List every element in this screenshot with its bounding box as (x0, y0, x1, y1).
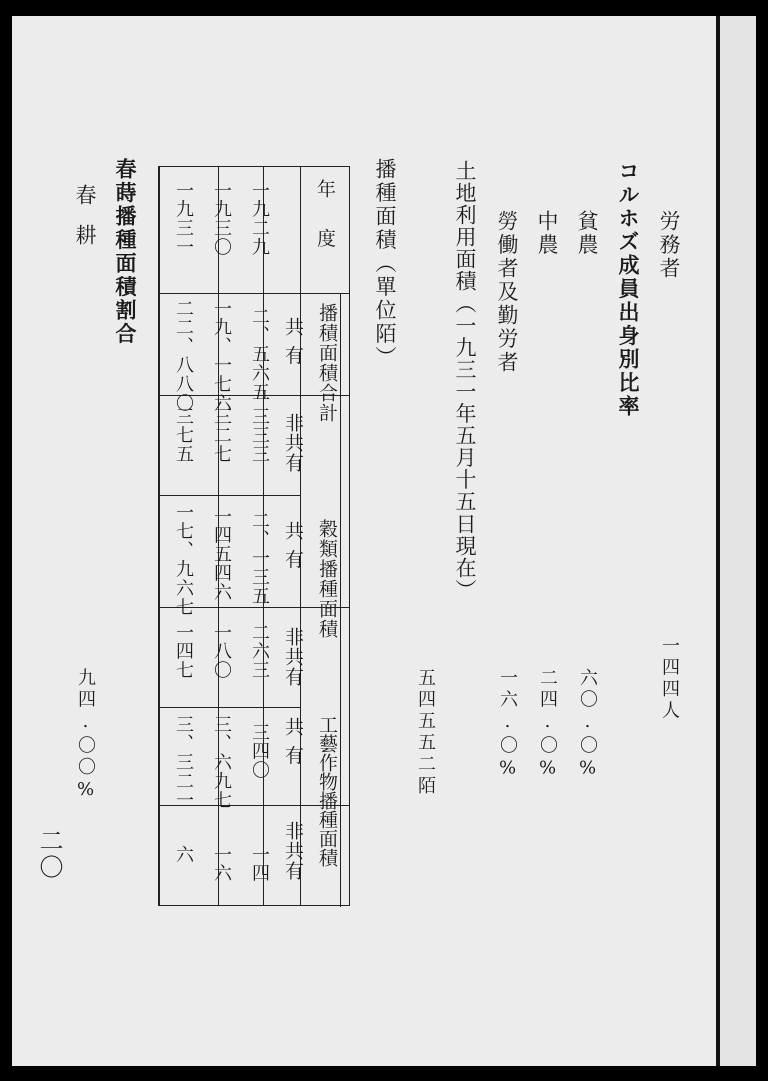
origin-label-middle: 中農 (535, 210, 559, 258)
table-cell: 一四七 (173, 623, 194, 680)
table-cell-year: 一九三〇 (211, 181, 232, 257)
table-subheader-common: 共有 (282, 521, 304, 578)
origin-value-middle: 二四.〇% (537, 668, 558, 782)
table-cell: 二、五六五 (249, 307, 270, 402)
table-cell: 一八〇 (211, 623, 232, 680)
table-header-industrial: 工藝作物播種面積 (316, 715, 338, 867)
table-cell: 一四五四六 (211, 507, 232, 602)
table-cell: 一七、九六七 (173, 503, 194, 617)
table-subheader-common: 共有 (282, 717, 304, 774)
facing-page-strip (716, 16, 756, 1066)
table-cell: 三二七 (211, 407, 232, 464)
table-cell: 二、一三五 (249, 511, 270, 606)
table-cell: 三四〇 (249, 723, 270, 780)
sown-area-heading: 播種面積（單位陌） (373, 158, 397, 370)
table-cell-year: 一九三一 (173, 181, 194, 257)
land-use-heading: 土地利用面積（一九三一年五月十五日現在） (453, 160, 477, 601)
sown-area-table (158, 166, 350, 906)
origin-label-worker: 勞働者及勤労者 (495, 210, 519, 375)
table-hline (160, 707, 300, 708)
table-header-grain: 穀類播種面積 (316, 519, 338, 639)
table-cell: 六 (173, 845, 194, 864)
kolkhoz-heading: コルホズ成員出身別比率 (616, 160, 641, 419)
table-subheader-noncommon: 非共有 (282, 627, 304, 687)
table-cell: 二六三 (249, 623, 270, 680)
origin-label-poor: 貧農 (575, 210, 599, 258)
table-hline (160, 293, 350, 294)
table-subheader-common: 共有 (282, 317, 304, 374)
origin-value-poor: 六〇.〇% (577, 668, 598, 782)
table-cell: 一六 (211, 845, 232, 883)
table-header-total: 播積面積合計 (316, 303, 338, 423)
page-number: 二〇 (35, 828, 63, 881)
table-header-year: 年度 (314, 179, 336, 278)
table-cell: 三、六九七 (211, 715, 232, 810)
table-cell: 三、三二一 (173, 715, 194, 810)
table-hline (160, 495, 300, 496)
spring-value: 九四.〇〇% (75, 668, 96, 804)
table-cell-year: 一九二九 (249, 181, 270, 257)
table-cell: 一九、一七六 (211, 299, 232, 413)
table-cell: 三三三 (249, 407, 270, 464)
spring-heading: 春蒔播種面積割合 (113, 158, 138, 347)
table-subheader-noncommon: 非共有 (282, 413, 304, 473)
spring-label: 春耕 (73, 184, 97, 264)
table-subheader-noncommon: 非共有 (282, 821, 304, 881)
table-cell: 三七五 (173, 407, 194, 464)
labor-label: 労務者 (657, 210, 681, 281)
table-cell: 一四 (249, 845, 270, 883)
origin-value-worker: 一六.〇% (497, 668, 518, 782)
table-cell: 二二、八八〇 (173, 299, 194, 413)
labor-count: 一四四人 (659, 636, 680, 723)
land-use-value: 五四五五二陌 (415, 668, 436, 798)
